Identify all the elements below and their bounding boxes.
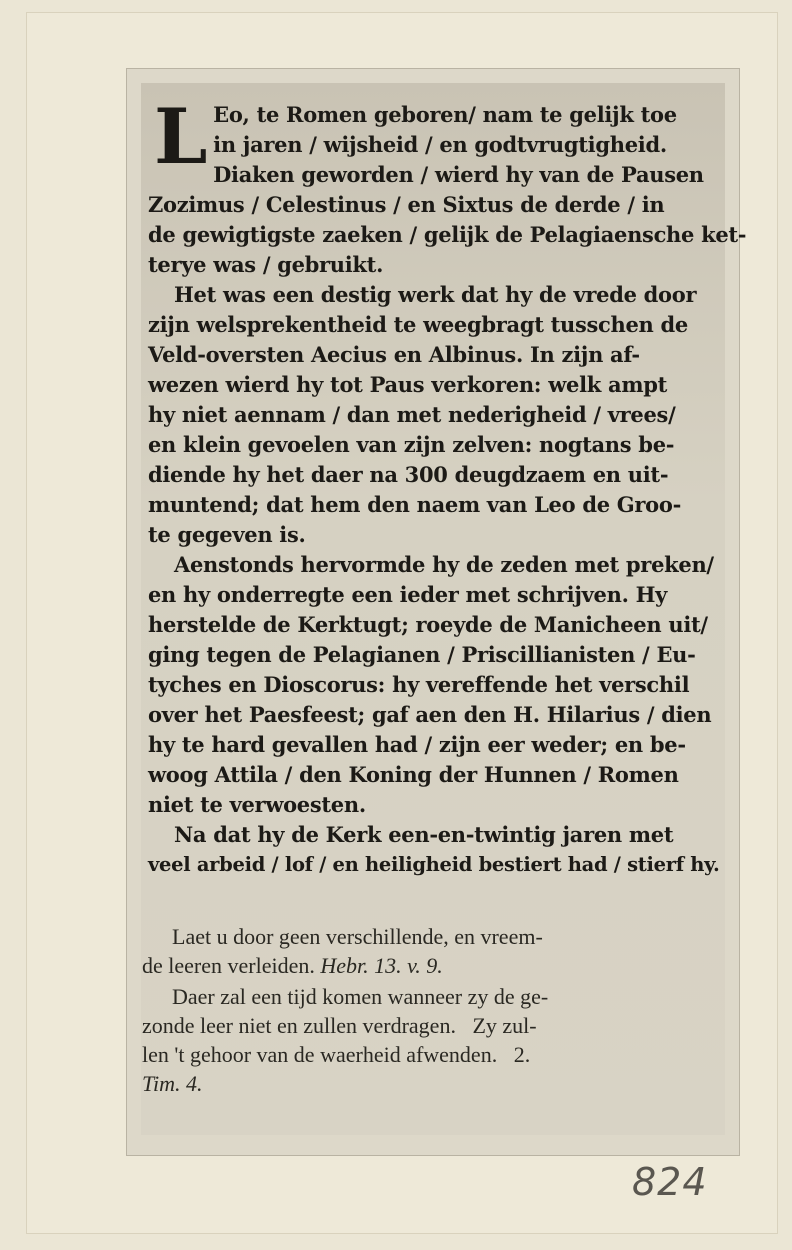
drop-cap-initial: L [154,92,208,181]
text-line: Veld-oversten Aecius en Albinus. In zijn af- [148,342,640,367]
quote-text: de leeren verleiden. [142,953,315,978]
paragraph-3 [148,550,716,820]
text-line: in jaren / wijsheid / en godtvrugtigheid. [213,132,667,157]
text-line: over het Paesfeest; gaf aen den H. Hilarius / dien [148,702,712,727]
handwritten-catalog-number: 824 [632,1160,708,1204]
quote-line [142,951,722,980]
paragraph-1 [148,92,747,280]
text-line: zijn welsprekentheid te weegbragt tusschen de [148,312,688,337]
text-line: Na dat hy de Kerk een-en-twintig jaren met [174,822,674,847]
quote-line: len 't gehoor van de waerheid afwenden. 2. [142,1042,531,1067]
text-line: muntend; dat hem den naem van Leo de Groo- [148,492,682,517]
text-line: ging tegen de Pelagianen / Priscillianisten / Eu- [148,642,696,667]
text-line: niet te verwoesten. [148,792,366,817]
paragraph-4 [148,820,720,880]
text-line: hy te hard gevallen had / zijn eer weder; en be- [148,732,686,757]
text-line: te gegeven is. [148,522,306,547]
text-line: en klein gevoelen van zijn zelven: nogtans be- [148,432,675,457]
text-line: Het was een destig werk dat hy de vrede door [174,282,697,307]
main-text [148,92,747,880]
text-line: Eo, te Romen geboren/ nam te gelijk toe [213,102,677,127]
text-line: tyches en Dioscorus: hy vereffende het verschil [148,672,690,697]
quote-line: Laet u door geen verschillende, en vreem- [172,924,543,949]
quote-2 [142,982,722,1098]
text-line: Aenstonds hervormde hy de zeden met preken/ [174,552,714,577]
text-line: hy niet aennam / dan met nederigheid / vrees/ [148,402,676,427]
text-line: terye was / gebruikt. [148,252,384,277]
scripture-reference: Tim. 4. [142,1071,203,1096]
text-line: Zozimus / Celestinus / en Sixtus de derde / in [148,192,665,217]
quote-line: Daer zal een tijd komen wanneer zy de ge- [172,984,549,1009]
text-line: diende hy het daer na 300 deugdzaem en uit- [148,462,669,487]
text-line: woog Attila / den Koning der Hunnen / Romen [148,762,679,787]
scripture-quotes [142,922,722,1100]
scripture-reference: Hebr. 13. v. 9. [320,953,443,978]
text-line: veel arbeid / lof / en heiligheid bestiert had / stierf hy. [148,853,720,876]
quote-1 [142,922,722,980]
text-line: wezen wierd hy tot Paus verkoren: welk ampt [148,372,668,397]
text-line: de gewigtigste zaeken / gelijk de Pelagiaensche ket- [148,222,747,247]
paragraph-2 [148,280,716,550]
text-line: herstelde de Kerktugt; roeyde de Manicheen uit/ [148,612,708,637]
text-line: Diaken geworden / wierd hy van de Pausen [213,162,704,187]
quote-line: zonde leer niet en zullen verdragen. Zy zul- [142,1013,537,1038]
text-line: en hy onderregte een ieder met schrijven. Hy [148,582,668,607]
